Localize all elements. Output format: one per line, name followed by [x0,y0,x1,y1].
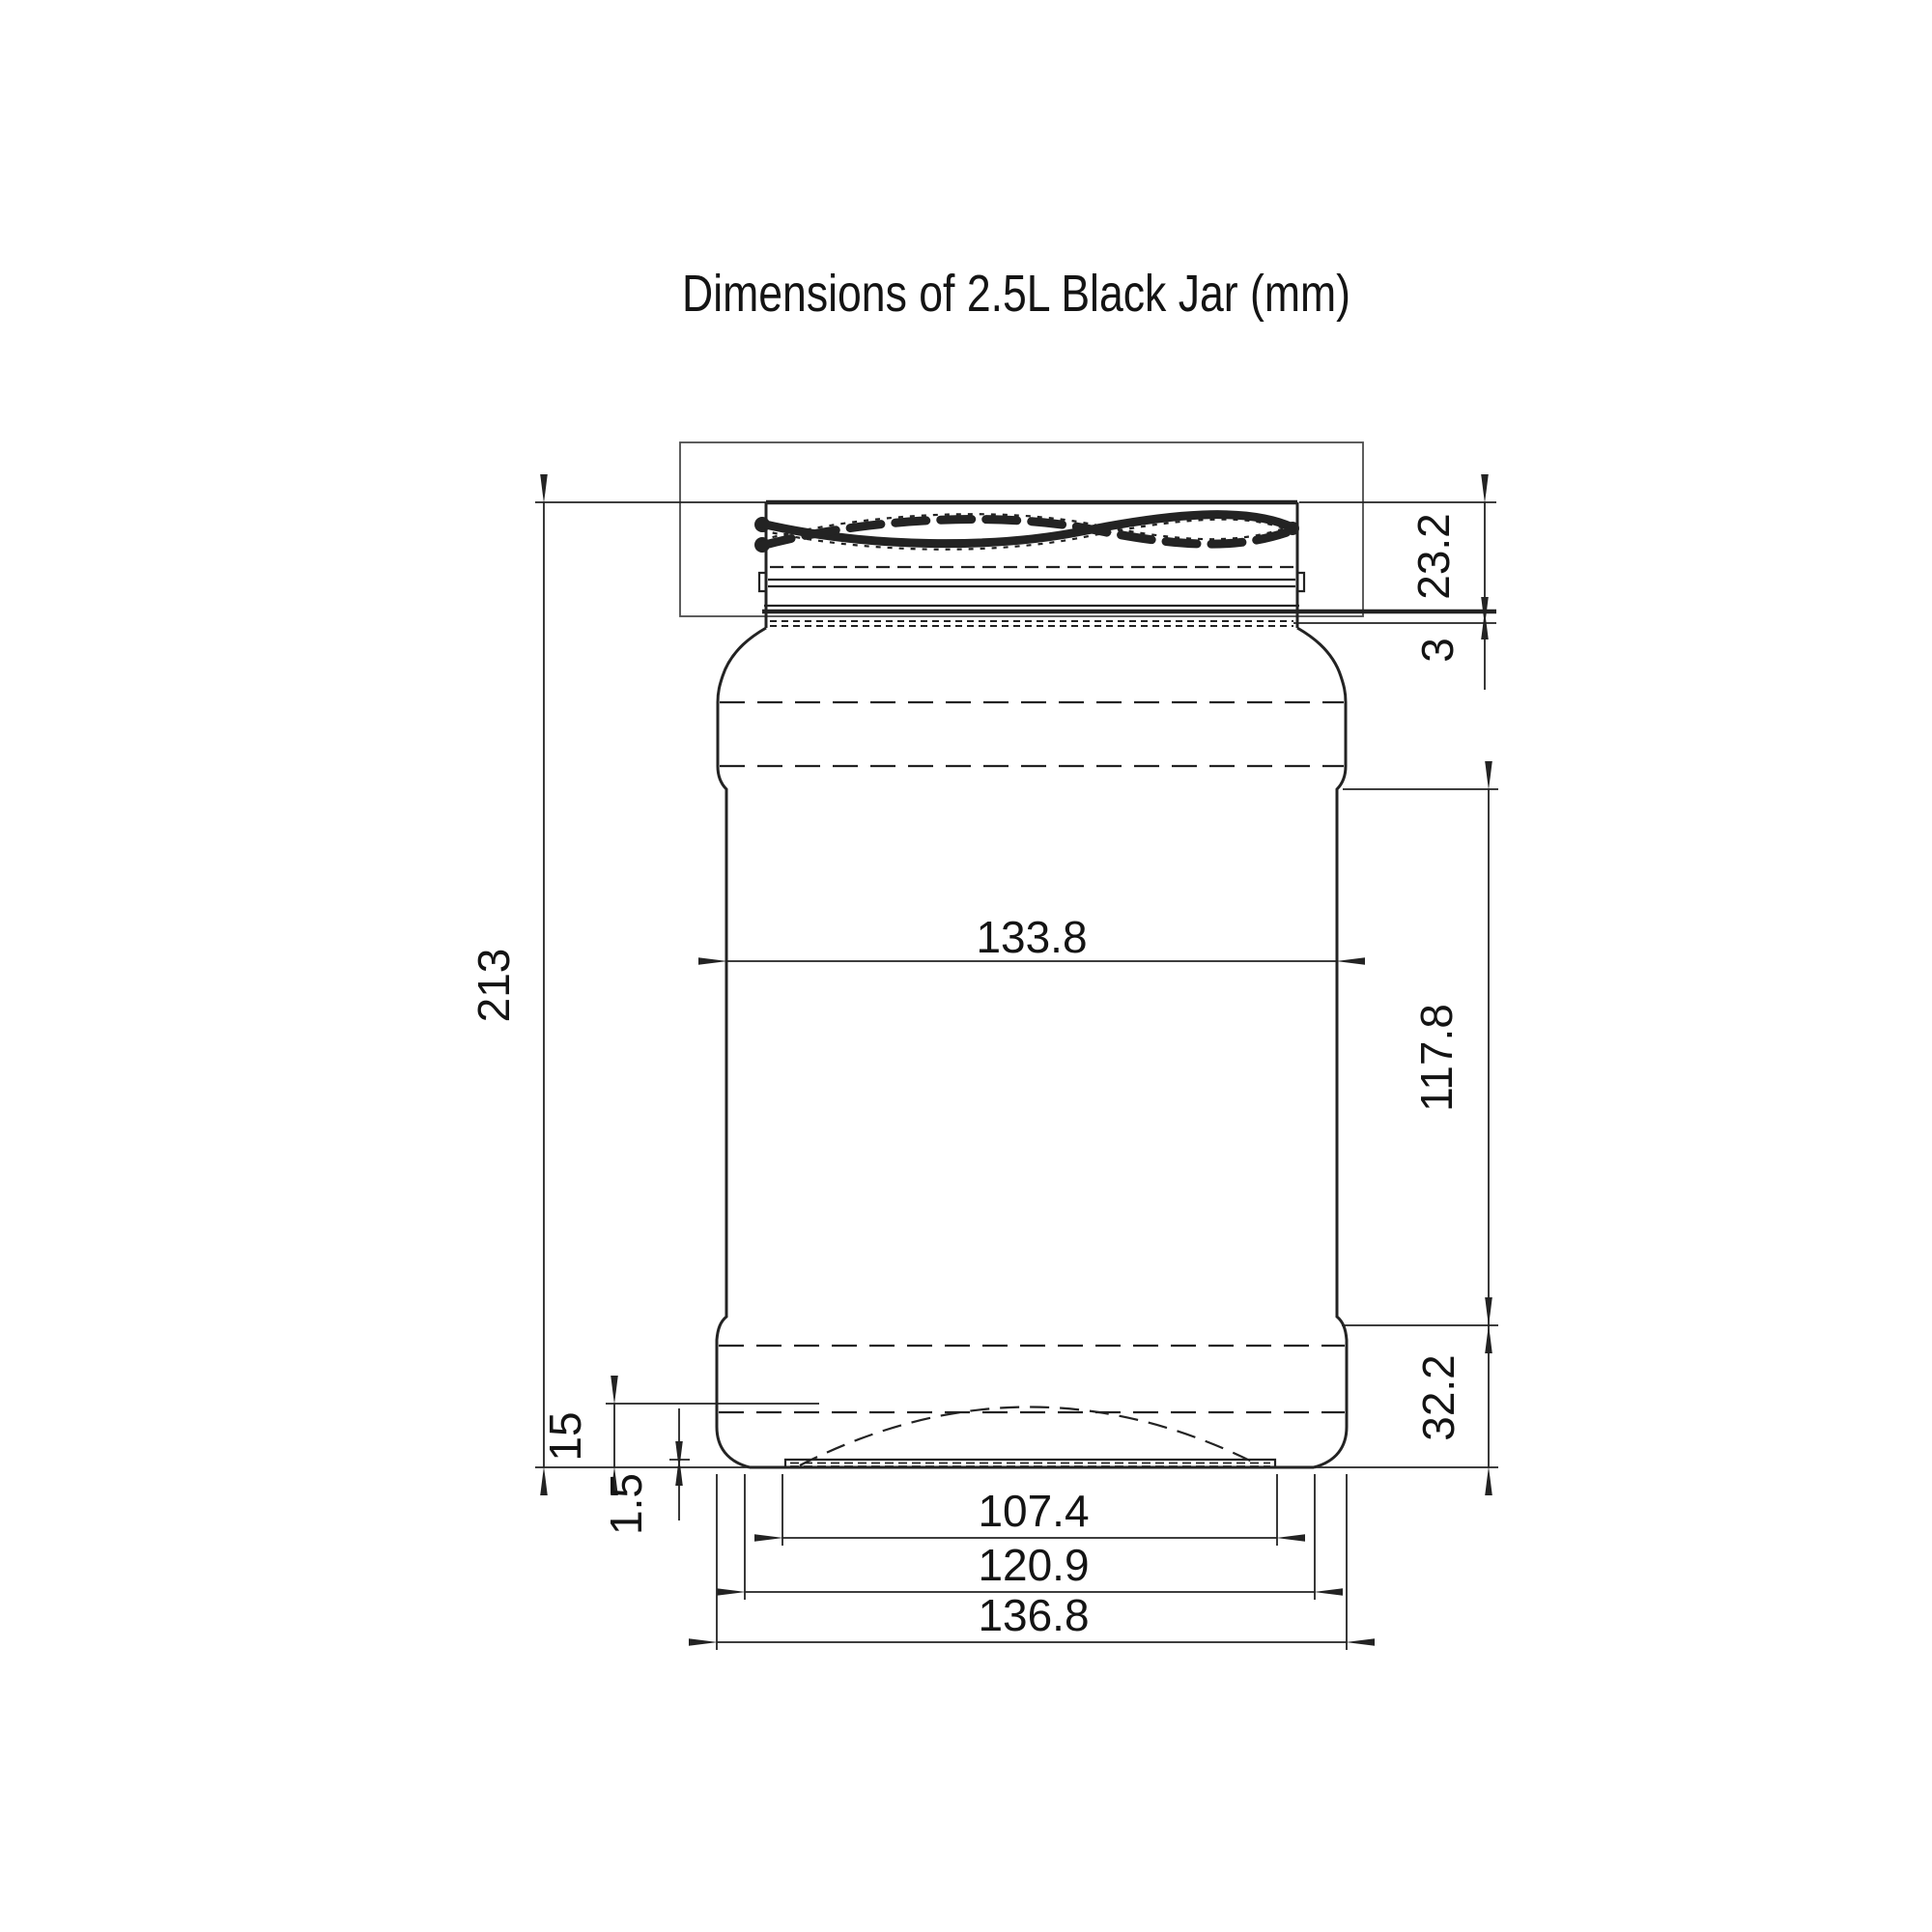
dim-neck-bead [1293,623,1496,690]
jar-right-profile [1297,628,1347,1467]
dim-value-base-overall-width: 136.8 [978,1590,1090,1640]
jar-neck [754,502,1496,628]
dim-base-rib-width [782,1474,1277,1546]
dim-value-base-lip: 1.5 [601,1473,651,1535]
dim-body-width [726,912,1337,962]
dim-value-dome-height: 15 [540,1411,590,1462]
dim-body-height [1343,789,1498,1325]
thread-band [754,514,1299,553]
dim-value-overall-height: 213 [469,948,519,1023]
dim-value-base-rib-width: 107.4 [978,1486,1090,1536]
dim-cap-height [1299,502,1496,611]
dim-value-cap-height: 23.2 [1408,513,1459,600]
dim-value-body-width: 133.8 [976,912,1088,962]
jar-left-profile [717,628,766,1467]
dim-value-base-section: 32.2 [1413,1354,1463,1441]
drawing-title: Dimensions of 2.5L Black Jar (mm) [682,265,1350,323]
jar-body [717,628,1347,1467]
base-dome-arc [800,1407,1260,1466]
dim-value-neck-bead: 3 [1412,638,1463,663]
dim-value-base-flat-width: 120.9 [978,1540,1090,1590]
dim-value-body-height: 117.8 [1411,1004,1462,1112]
